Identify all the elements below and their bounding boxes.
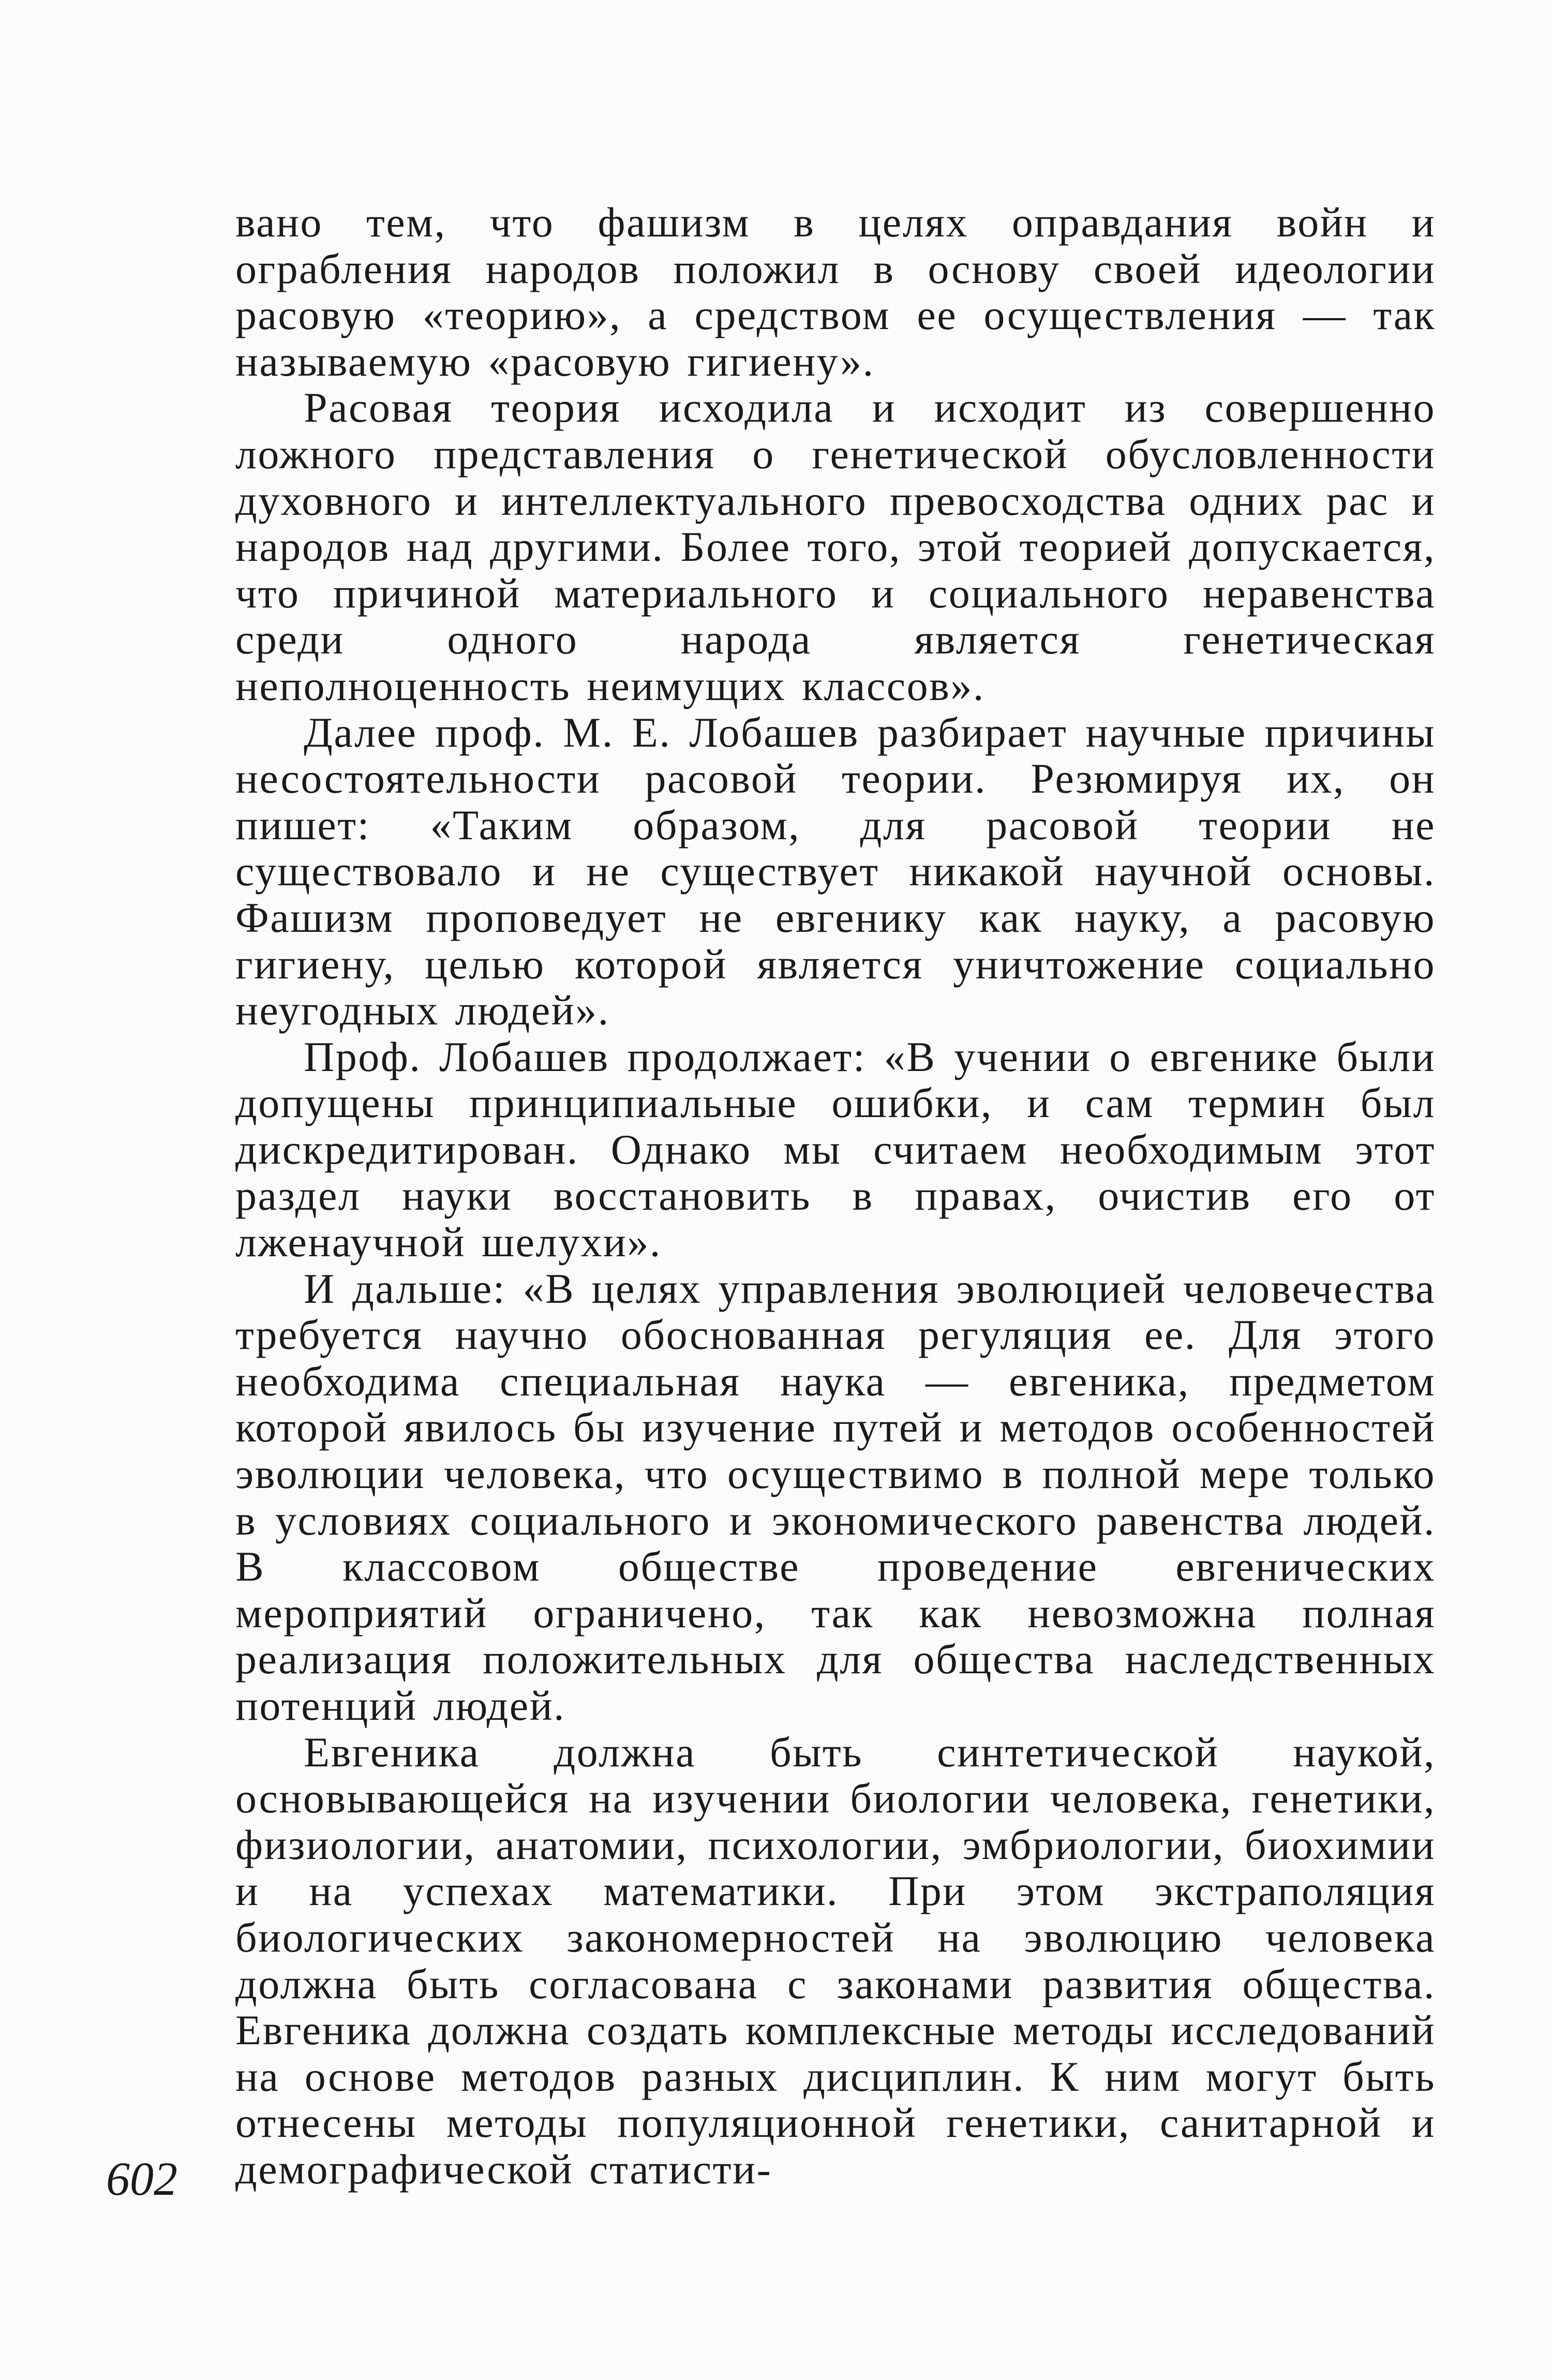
page-number: 602 (106, 2152, 177, 2205)
paragraph-6: Евгеника должна быть синтетической наукой, основывающейся на изучении биологии человека, генетики, физиологии, анатомии, психологии, эмбриологии, биохимии и на успехах математики. При этом экстраполяция биологических закономерностей на эволюцию человека должна быть согласована с законами развития общества. Евгеника должна создать комплексные методы исследований на основе методов разных дисциплин. К ним могут быть отнесены методы популяционной генетики, санитарной и демографической статисти- (235, 1728, 1436, 2193)
paragraph-2: Расовая теория исходила и исходит из совершенно ложного представления о генетической обусловленности духовного и интеллектуального превосходства одних рас и народов над другими. Более того, этой теорией допускается, что причиной материального и социального неравенства среди одного народа является генетическая неполноценность неимущих классов». (235, 384, 1436, 709)
body-text (235, 199, 1436, 2193)
paragraph-1: вано тем, что фашизм в целях оправдания войн и ограбления народов положил в основу своей идеологии расовую «теорию», а средством ее осуществления — так называемую «расовую гигиену». (235, 199, 1436, 385)
paragraph-3: Далее проф. М. Е. Лобашев разбирает научные причины несостоятельности расовой теории. Резюмируя их, он пишет: «Таким образом, для расовой теории не существовало и не существует никакой научной основы. Фашизм проповедует не евгенику как науку, а расовую гигиену, целью которой является уничтожение социально неугодных людей». (235, 708, 1436, 1034)
paragraph-5: И дальше: «В целях управления эволюцией человечества требуется научно обоснованная регуляция ее. Для этого необходима специальная наука — евгеника, предметом которой явилось бы изучение путей и методов особенностей эволюции человека, что осуществимо в полной мере только в условиях социального и экономического равенства людей. В классовом обществе проведение евгенических мероприятий ограничено, так как невозможна полная реализация положительных для общества наследственных потенций людей. (235, 1265, 1436, 1729)
paragraph-4: Проф. Лобашев продолжает: «В учении о евгенике были допущены принципиальные ошибки, и сам термин был дискредитирован. Однако мы считаем необходимым этот раздел науки восстановить в правах, очистив его от лженаучной шелухи». (235, 1033, 1436, 1266)
